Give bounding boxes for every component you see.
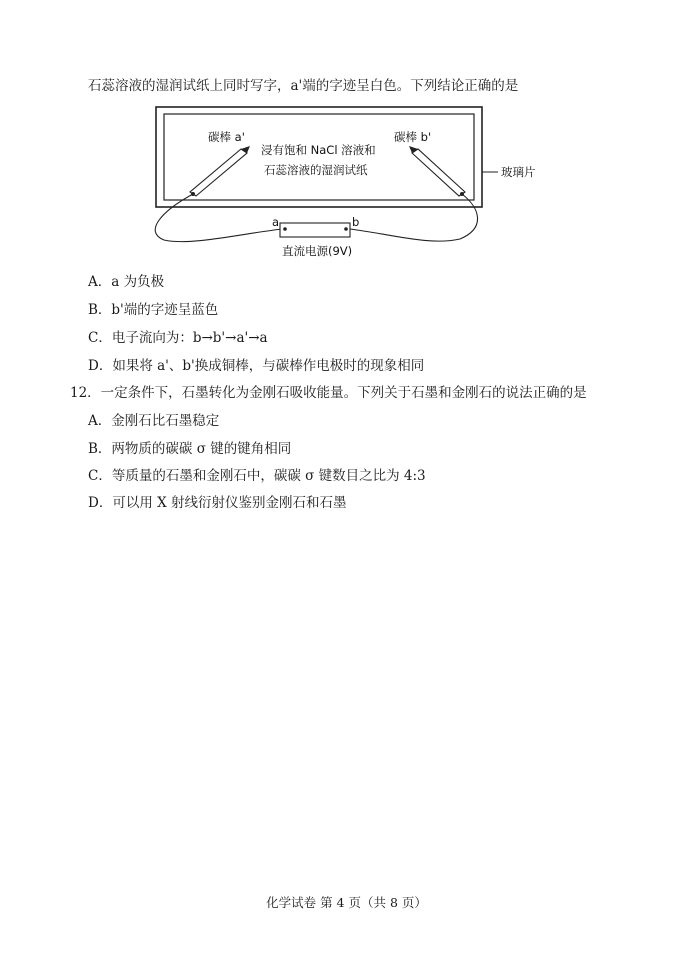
glass-label: 玻璃片	[501, 165, 536, 179]
glass-plate-outer	[156, 107, 482, 207]
q12-stem: 12．一定条件下，石墨转化为金刚石吸收能量。下列关于石墨和金刚石的说法正确的是	[70, 385, 587, 401]
electrolysis-diagram	[150, 104, 550, 264]
page-footer: 化学试卷 第 4 页（共 8 页）	[266, 895, 427, 910]
q12-option-a: A．金刚石比石墨稳定	[88, 413, 220, 429]
power-source-box	[280, 223, 350, 237]
intro-line: 石蕊溶液的湿润试纸上同时写字，a'端的字迹呈白色。下列结论正确的是	[88, 78, 519, 94]
terminal-a-label: a	[272, 215, 280, 229]
paper-label-line1: 浸有饱和 NaCl 溶液和	[261, 143, 376, 157]
q11-option-d: D．如果将 a'、b'换成铜棒，与碳棒作电极时的现象相同	[88, 358, 425, 374]
carbon-rod-right	[409, 146, 465, 196]
paper-label-line2: 石蕊溶液的湿润试纸	[264, 163, 368, 177]
power-source-label: 直流电源(9V)	[282, 244, 353, 258]
q11-option-c: C．电子流向为：b→b'→a'→a	[88, 330, 268, 346]
terminal-b-label: b	[352, 215, 360, 229]
wire-right	[350, 194, 478, 241]
wire-left	[155, 194, 282, 242]
carbon-rod-left	[190, 146, 250, 196]
rod-right-label: 碳棒 b'	[394, 130, 432, 144]
q11-option-a: A．a 为负极	[88, 274, 165, 290]
rod-left-label: 碳棒 a'	[208, 130, 245, 144]
q12-option-c: C．等质量的石墨和金刚石中，碳碳 σ 键数目之比为 4:3	[88, 468, 426, 484]
q12-option-d: D．可以用 X 射线衍射仪鉴别金刚石和石墨	[88, 495, 347, 511]
q12-option-b: B．两物质的碳碳 σ 键的键角相同	[88, 441, 292, 457]
q11-option-b: B．b'端的字迹呈蓝色	[88, 302, 219, 318]
